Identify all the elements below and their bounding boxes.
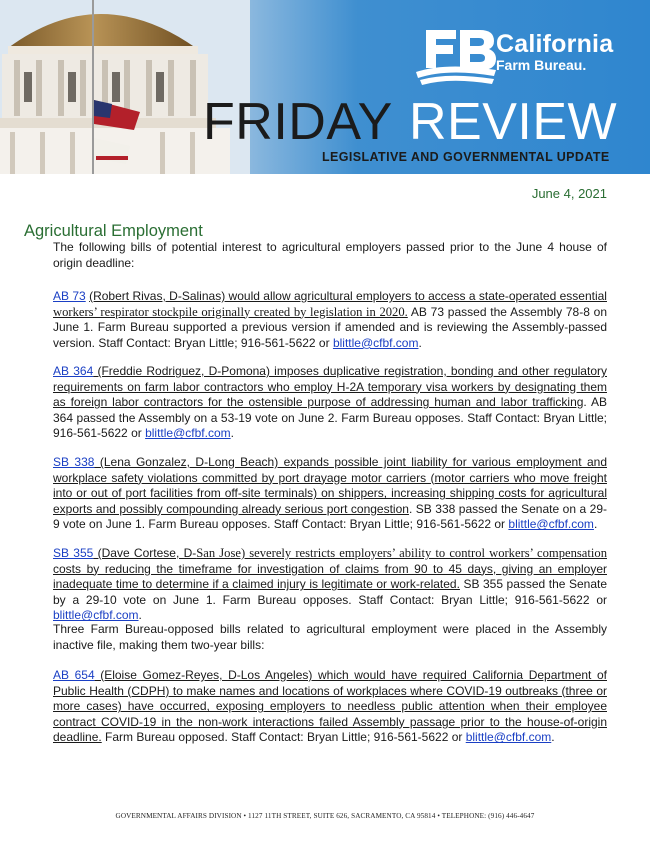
intro-paragraph [53,240,607,271]
inactive-intro-text: Three Farm Bureau-opposed bills related to agricultural employment were placed in the Assembly inactive file, making them two-year bills: [53,622,607,652]
bill-paragraph [53,455,607,533]
bill-description-serif: San Jose) severely restricts employers’ ability to control workers’ compensation [196,546,607,560]
bill-status: . SB 338 passed the Senate on a 29-9 vote on June 1. Farm Bureau opposes. Staff Contact: Bryan Little; 916-561-5622 or [53,501,607,532]
punctuation: . [593,517,598,532]
bill-description: (Eloise Gomez-Reyes, D-Los Angeles) which would have required California Department of Public Health (CDPH) to make names and locations of workplaces where COVID-19 outbreaks (three or more cases) have occurred, exposing employers to needless public attention when their employee contract COVID-19 in the non-work interactions failed Assembly passage prior to the house-of-origin deadline. [53,668,607,745]
bill-description: (Freddie Rodriguez, D-Pomona) imposes duplicative registration, bonding and other regulatory requirements on farm labor contractors who employ H-2A temporary visa workers by designating them as foreign labor contractors for the ostensible purpose of addressing human and labor trafficking [53,364,607,410]
brand-subtitle: Farm Bureau. [496,57,587,73]
brand-name: California [496,30,614,58]
bill-description: (Dave Cortese, D- [93,546,197,560]
header-banner [0,0,650,174]
bill-status: . AB 364 passed the Assembly on a 53-19 vote on June 2. Farm Bureau opposes. Staff Contact: Bryan Little; 916-561-5622 or [53,395,608,441]
bill-paragraph [53,289,607,351]
bill-link-ab654[interactable]: AB 654 [53,668,95,682]
intro-text: The following bills of potential interest to agricultural employers passed prior to the June 4 house of origin deadline: [53,240,607,270]
inactive-intro [53,622,607,653]
staff-email-link[interactable]: blittle@cfbf.com [508,517,594,532]
staff-email-link[interactable]: blittle@cfbf.com [332,335,419,350]
issue-date: June 4, 2021 [531,186,607,201]
bill-ab654 [53,668,607,746]
bill-sb355 [53,546,607,624]
staff-email-link[interactable]: blittle@cfbf.com [53,608,139,623]
bill-status: SB 355 passed the Senate by a 29-10 vote on June 1. Farm Bureau opposes. Staff Contact: Bryan Little; 916-561-5622 or [53,577,607,607]
bill-link-ab364[interactable]: AB 364 [53,364,94,378]
punctuation: . [230,426,234,441]
bill-paragraph [53,546,607,624]
bill-description: (Robert Rivas, D-Salinas) would allow agricultural employers to access a state-operated essential [89,289,607,303]
bill-sb338 [53,455,607,533]
bill-description-continued: costs by reducing the timeframe for investigation of claims from 90 to 45 days, giving an employer inadequate time to determine if a claimed injury is legitimate or work-related. [53,561,607,592]
bill-link-sb355[interactable]: SB 355 [53,546,94,560]
bill-status: AB 73 passed the Assembly 78-8 on June 1. Farm Bureau supported a previous version if amended and is reviewing the Assembly-passed version. Staff Contact: Bryan Little; 916-561-5622 or [53,304,607,350]
bill-link-sb338[interactable]: SB 338 [53,455,95,469]
punctuation: . [551,730,555,745]
staff-email-link[interactable]: blittle@cfbf.com [145,426,231,441]
title-friday: FRIDAY [203,93,393,151]
bill-description-continued: workers’ respirator stockpile originally created by legislation in 2020. [53,304,408,319]
staff-email-link[interactable]: blittle@cfbf.com [465,730,552,745]
bill-paragraph [53,364,607,442]
bill-description: (Lena Gonzalez, D-Long Beach) expands possible joint liability for various employment and workplace safety violations committed by port drayage motor carriers (motor carriers who move freight into or out of port facilities from off-site terminals) on shippers, increasing shipping costs for agricultural exports and possibly compounding already serious port congestion [53,455,607,516]
title-review: REVIEW [409,93,618,151]
bill-ab364 [53,364,607,442]
punctuation: . [138,608,142,623]
banner-subtitle: LEGISLATIVE AND GOVERNMENTAL UPDATE [322,150,610,164]
bill-link-ab73[interactable]: AB 73 [53,289,86,303]
bill-status: Farm Bureau opposed. Staff Contact: Bryan Little; 916-561-5622 or [101,730,466,745]
punctuation: . [418,335,422,350]
section-title: Agricultural Employment [24,222,203,240]
bill-paragraph [53,668,607,746]
footer-address: GOVERNMENTAL AFFAIRS DIVISION • 1127 11TH STREET, SUITE 626, SACRAMENTO, CA 95814 • TELEPHONE: (916) 446-4647 [115,812,535,820]
bill-ab73 [53,289,607,351]
